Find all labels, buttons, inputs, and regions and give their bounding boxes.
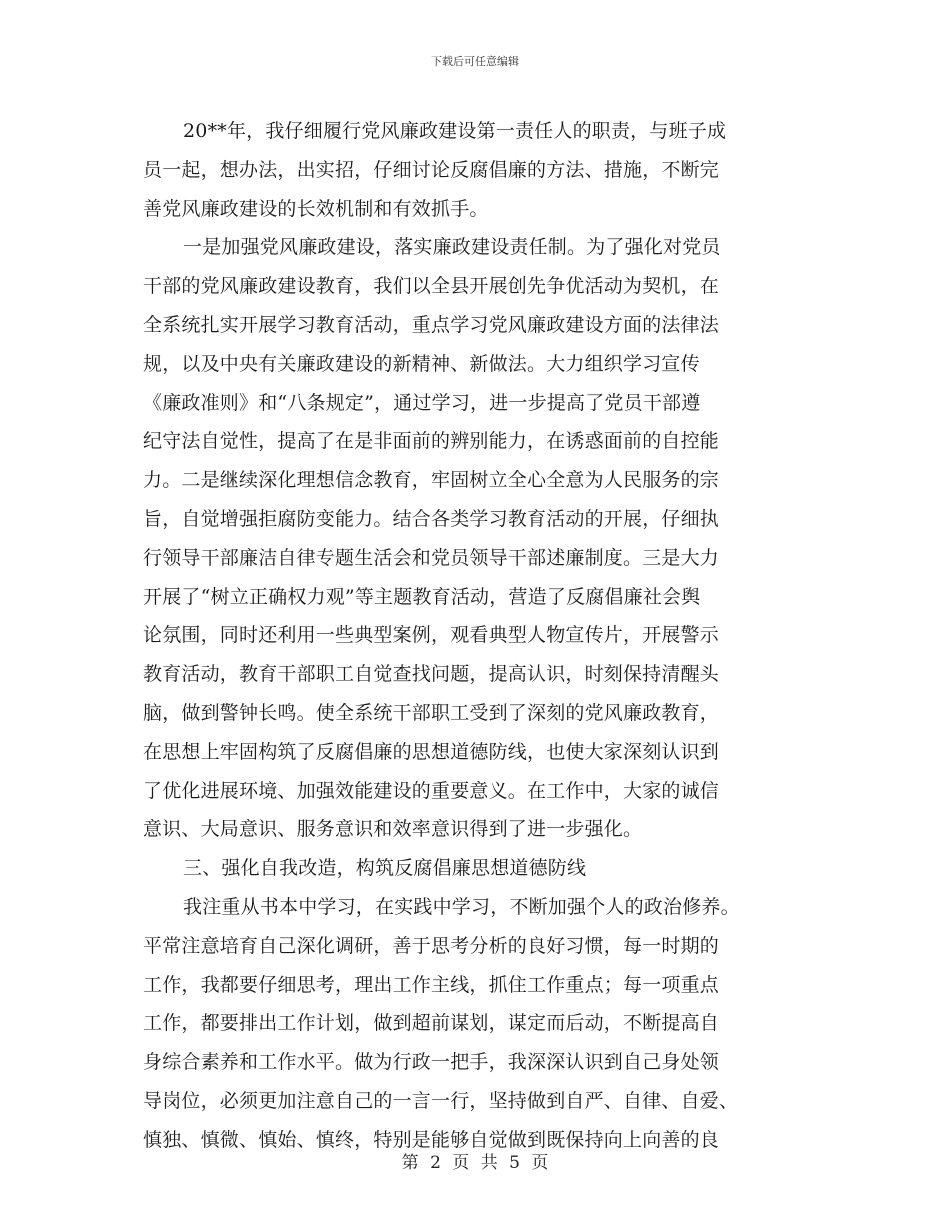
text-line: 身综合素养和工作水平。做为行政一把手，我深深认识到自己身处领 <box>143 1051 720 1074</box>
page-number: 第 2 页 共 5 页 <box>401 1153 549 1173</box>
text-line: 干部的党风廉政建设教育，我们以全县开展创先争优活动为契机，在 <box>143 275 720 298</box>
text-line: 善党风廉政建设的长效机制和有效抓手。 <box>143 197 489 220</box>
text-line: 力。二是继续深化理想信念教育，牢固树立全心全意为人民服务的宗 <box>143 469 720 492</box>
text-line: 论氛围，同时还利用一些典型案例，观看典型人物宣传片，开展警示 <box>143 624 720 647</box>
text-line: 工作，我都要仔细思考，理出工作主线，抓住工作重点；每一项重点 <box>143 973 720 996</box>
text-line: 行领导干部廉洁自律专题生活会和党员领导干部述廉制度。三是大力 <box>143 546 720 569</box>
text-line: 在思想上牢固构筑了反腐倡廉的思想道德防线，也使大家深刻认识到 <box>143 740 720 763</box>
text-line: 旨，自觉增强拒腐防变能力。结合各类学习教育活动的开展，仔细执 <box>143 507 720 530</box>
text-line: 慎独、慎微、慎始、慎终，特别是能够自觉做到既保持向上向善的良 <box>143 1128 720 1151</box>
text-line: 平常注意培育自己深化调研，善于思考分析的良好习惯，每一时期的 <box>143 934 720 957</box>
text-line: 开展了“树立正确权力观”等主题教育活动，营造了反腐倡廉社会舆 <box>143 585 701 608</box>
text-line: 工作，都要排出工作计划，做到超前谋划，谋定而后动，不断提高自 <box>143 1012 720 1035</box>
text-line: 了优化进展环境、加强效能建设的重要意义。在工作中，大家的诚信 <box>143 779 720 802</box>
text-line: 纪守法自觉性，提高了在是非面前的辨别能力，在诱惑面前的自控能 <box>143 430 720 453</box>
text-line: 规，以及中央有关廉政建设的新精神、新做法。大力组织学习宣传 <box>143 352 700 375</box>
text-line: 意识、大局意识、服务意识和效率意识得到了进一步强化。 <box>143 818 643 841</box>
page-header: 下载后可任意编辑 <box>431 55 519 68</box>
section-heading: 三、强化自我改造，构筑反腐倡廉思想道德防线 <box>183 857 587 880</box>
document-body <box>143 112 813 1160</box>
text-line: 《廉政准则》和“八条规定”，通过学习，进一步提高了党员干部遵 <box>143 391 701 414</box>
text-line: 脑，做到警钟长鸣。使全系统干部职工受到了深刻的党风廉政教育， <box>143 701 720 724</box>
text-line: 员一起，想办法，出实招，仔细讨论反腐倡廉的方法、措施，不断完 <box>143 158 720 181</box>
text-line: 一是加强党风廉政建设，落实廉政建设责任制。为了强化对党员 <box>183 236 721 259</box>
text-line: 导岗位，必须更加注意自己的一言一行，坚持做到自严、自律、自爱、 <box>143 1089 739 1112</box>
text-line: 教育活动，教育干部职工自觉查找问题，提高认识，时刻保持清醒头 <box>143 663 720 686</box>
text-line: 20**年，我仔细履行党风廉政建设第一责任人的职责，与班子成 <box>183 120 727 142</box>
text-line: 我注重从书本中学习，在实践中学习，不断加强个人的政治修养。 <box>183 895 740 918</box>
text-line: 全系统扎实开展学习教育活动，重点学习党风廉政建设方面的法律法 <box>143 313 720 336</box>
